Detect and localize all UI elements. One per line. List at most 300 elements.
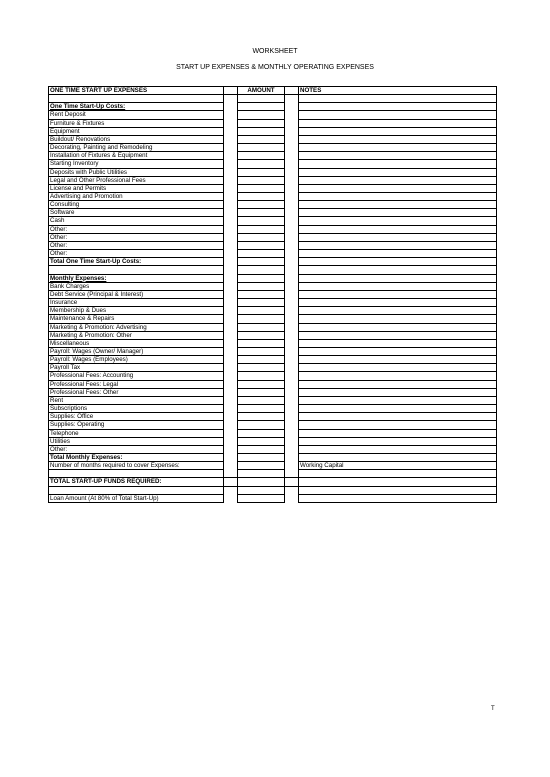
table-row — [49, 250, 497, 258]
notes-cell[interactable] — [299, 119, 497, 127]
row-label: Professional Fees: Legal — [49, 380, 224, 388]
table-row — [49, 494, 497, 502]
amount-cell[interactable] — [238, 315, 285, 323]
notes-cell[interactable] — [299, 258, 497, 266]
notes-cell[interactable] — [299, 233, 497, 241]
notes-cell[interactable] — [299, 331, 497, 339]
notes-cell[interactable] — [299, 274, 497, 282]
spacer-cell — [224, 388, 238, 396]
amount-cell[interactable] — [238, 429, 285, 437]
row-label: Installation of Fixtures & Equipment — [49, 152, 224, 160]
spacer-cell — [224, 193, 238, 201]
spacer-cell — [285, 486, 299, 494]
expenses-table — [48, 86, 497, 503]
row-label: Equipment — [49, 127, 224, 135]
spacer-cell — [285, 380, 299, 388]
amount-cell[interactable] — [238, 241, 285, 249]
amount-cell[interactable] — [238, 144, 285, 152]
row-label — [49, 486, 224, 494]
amount-cell[interactable] — [238, 225, 285, 233]
row-label: Cash — [49, 217, 224, 225]
notes-cell[interactable] — [299, 478, 497, 486]
row-label: Insurance — [49, 299, 224, 307]
row-label: One Time Start-Up Costs: — [49, 103, 224, 111]
spacer-cell — [285, 217, 299, 225]
worksheet-subtitle: START UP EXPENSES & MONTHLY OPERATING EXPENSES — [176, 64, 374, 71]
spacer-cell — [224, 454, 238, 462]
table-row — [49, 217, 497, 225]
spacer-cell — [224, 201, 238, 209]
spacer-cell — [224, 266, 238, 274]
spacer-cell — [224, 494, 238, 502]
page-mark: T — [491, 706, 495, 712]
row-label: Supplies: Operating — [49, 421, 224, 429]
spacer-cell — [224, 95, 238, 103]
table-row — [49, 339, 497, 347]
amount-cell[interactable] — [238, 176, 285, 184]
amount-cell[interactable] — [238, 274, 285, 282]
row-label: Membership & Dues — [49, 307, 224, 315]
table-row — [49, 290, 497, 298]
header-amount: AMOUNT — [238, 87, 285, 95]
spacer-cell — [224, 282, 238, 290]
spacer-cell — [285, 103, 299, 111]
spacer-cell — [224, 233, 238, 241]
row-label: Professional Fees: Other — [49, 388, 224, 396]
notes-cell[interactable] — [299, 217, 497, 225]
row-label: Other: — [49, 241, 224, 249]
spacer-cell — [285, 258, 299, 266]
notes-cell[interactable] — [299, 201, 497, 209]
table-row — [49, 331, 497, 339]
table-row — [49, 111, 497, 119]
notes-cell[interactable] — [299, 184, 497, 192]
spacer-cell — [285, 152, 299, 160]
amount-cell[interactable] — [238, 372, 285, 380]
header-notes: NOTES — [299, 87, 497, 95]
amount-cell[interactable] — [238, 282, 285, 290]
spacer-cell — [285, 95, 299, 103]
amount-cell[interactable] — [238, 193, 285, 201]
notes-cell[interactable] — [299, 347, 497, 355]
table-row — [49, 103, 497, 111]
amount-cell[interactable] — [238, 184, 285, 192]
notes-cell[interactable] — [299, 168, 497, 176]
amount-cell[interactable] — [238, 95, 285, 103]
spacer-cell — [224, 152, 238, 160]
spacer-cell — [224, 299, 238, 307]
notes-cell[interactable] — [299, 152, 497, 160]
amount-cell[interactable] — [238, 258, 285, 266]
spacer-cell — [285, 462, 299, 470]
amount-cell[interactable] — [238, 486, 285, 494]
row-label: Other: — [49, 250, 224, 258]
spacer-cell — [224, 250, 238, 258]
spacer-cell — [285, 445, 299, 453]
table-row — [49, 437, 497, 445]
spacer-cell — [224, 372, 238, 380]
amount-cell[interactable] — [238, 454, 285, 462]
notes-cell[interactable] — [299, 380, 497, 388]
notes-cell[interactable] — [299, 299, 497, 307]
spacer-cell — [224, 380, 238, 388]
notes-cell[interactable] — [299, 241, 497, 249]
spacer-cell — [224, 160, 238, 168]
spacer-cell — [224, 445, 238, 453]
table-row — [49, 478, 497, 486]
table-row — [49, 266, 497, 274]
table-row — [49, 144, 497, 152]
spacer-cell — [224, 413, 238, 421]
row-label: Telephone — [49, 429, 224, 437]
row-label: Other: — [49, 233, 224, 241]
notes-cell[interactable] — [299, 103, 497, 111]
spacer-cell — [224, 184, 238, 192]
amount-cell[interactable] — [238, 152, 285, 160]
amount-cell[interactable] — [238, 421, 285, 429]
notes-cell[interactable] — [299, 454, 497, 462]
notes-cell[interactable] — [299, 470, 497, 478]
row-label: Payroll Tax — [49, 364, 224, 372]
table-row — [49, 462, 497, 470]
table-row — [49, 152, 497, 160]
spacer-cell — [285, 454, 299, 462]
spacer-cell — [224, 315, 238, 323]
table-row — [49, 258, 497, 266]
spacer-cell — [285, 299, 299, 307]
spacer-cell — [285, 282, 299, 290]
spacer-cell — [285, 233, 299, 241]
spacer-cell — [285, 339, 299, 347]
table-row — [49, 193, 497, 201]
spacer-cell — [224, 119, 238, 127]
notes-cell[interactable] — [299, 290, 497, 298]
header-expenses: ONE TIME START UP EXPENSES — [49, 87, 224, 95]
notes-cell[interactable] — [299, 144, 497, 152]
row-label: Starting Inventory — [49, 160, 224, 168]
notes-cell[interactable] — [299, 339, 497, 347]
spacer-cell — [285, 470, 299, 478]
spacer-cell — [224, 478, 238, 486]
table-row — [49, 445, 497, 453]
spacer-cell — [285, 356, 299, 364]
spacer-cell — [224, 437, 238, 445]
notes-cell[interactable] — [299, 160, 497, 168]
spacer-cell — [224, 290, 238, 298]
notes-cell[interactable] — [299, 135, 497, 143]
amount-cell[interactable] — [238, 445, 285, 453]
spacer-cell — [285, 331, 299, 339]
table-row — [49, 225, 497, 233]
spacer-cell — [285, 241, 299, 249]
table-row — [49, 347, 497, 355]
row-label: Supplies: Office — [49, 413, 224, 421]
spacer-cell — [285, 168, 299, 176]
notes-cell[interactable] — [299, 282, 497, 290]
header-spacer — [285, 87, 299, 95]
row-label: Number of months required to cover Expenses: — [49, 462, 224, 470]
notes-cell[interactable] — [299, 209, 497, 217]
notes-cell[interactable] — [299, 494, 497, 502]
notes-cell[interactable] — [299, 396, 497, 404]
amount-cell[interactable] — [238, 160, 285, 168]
table-row — [49, 241, 497, 249]
amount-cell[interactable] — [238, 470, 285, 478]
notes-cell[interactable] — [299, 413, 497, 421]
row-label: Subscriptions — [49, 405, 224, 413]
notes-cell[interactable] — [299, 225, 497, 233]
spacer-cell — [285, 135, 299, 143]
amount-cell[interactable] — [238, 119, 285, 127]
notes-cell[interactable] — [299, 250, 497, 258]
table-row — [49, 470, 497, 478]
spacer-cell — [285, 266, 299, 274]
spacer-cell — [224, 209, 238, 217]
spacer-cell — [285, 478, 299, 486]
notes-cell[interactable] — [299, 127, 497, 135]
spacer-cell — [285, 111, 299, 119]
table-row — [49, 119, 497, 127]
row-label: Legal and Other Professional Fees — [49, 176, 224, 184]
spacer-cell — [224, 217, 238, 225]
table-row — [49, 168, 497, 176]
row-label: Rent — [49, 396, 224, 404]
table-row — [49, 233, 497, 241]
amount-cell[interactable] — [238, 290, 285, 298]
table-row — [49, 176, 497, 184]
row-label: Professional Fees: Accounting — [49, 372, 224, 380]
spacer-cell — [285, 413, 299, 421]
spacer-cell — [285, 193, 299, 201]
notes-cell[interactable] — [299, 372, 497, 380]
spacer-cell — [285, 225, 299, 233]
amount-cell[interactable] — [238, 364, 285, 372]
amount-cell[interactable] — [238, 396, 285, 404]
row-label: Payroll: Wages (Owner/ Manager) — [49, 347, 224, 355]
amount-cell[interactable] — [238, 103, 285, 111]
notes-cell[interactable] — [299, 193, 497, 201]
table-row — [49, 405, 497, 413]
notes-cell[interactable] — [299, 437, 497, 445]
row-label: TOTAL START-UP FUNDS REQUIRED: — [49, 478, 224, 486]
row-label: Total Monthly Expenses: — [49, 454, 224, 462]
table-row — [49, 274, 497, 282]
notes-cell[interactable] — [299, 405, 497, 413]
row-label: Rent Deposit — [49, 111, 224, 119]
table-row — [49, 429, 497, 437]
row-label: Consulting — [49, 201, 224, 209]
row-label: Maintenance & Repairs — [49, 315, 224, 323]
spacer-cell — [285, 388, 299, 396]
spacer-cell — [285, 201, 299, 209]
amount-cell[interactable] — [238, 437, 285, 445]
spacer-cell — [285, 364, 299, 372]
table-header-row — [49, 87, 497, 95]
amount-cell[interactable] — [238, 331, 285, 339]
spacer-cell — [224, 168, 238, 176]
table-row — [49, 95, 497, 103]
spacer-cell — [224, 135, 238, 143]
table-row — [49, 201, 497, 209]
table-row — [49, 307, 497, 315]
table-row — [49, 413, 497, 421]
row-label: Debt Service (Principal & Interest) — [49, 290, 224, 298]
spacer-cell — [285, 176, 299, 184]
amount-cell[interactable] — [238, 339, 285, 347]
notes-cell[interactable] — [299, 429, 497, 437]
spacer-cell — [285, 250, 299, 258]
spacer-cell — [224, 127, 238, 135]
spacer-cell — [285, 437, 299, 445]
amount-cell[interactable] — [238, 405, 285, 413]
table-row — [49, 421, 497, 429]
row-label: Bank Charges — [49, 282, 224, 290]
spacer-cell — [285, 127, 299, 135]
amount-cell[interactable] — [238, 266, 285, 274]
spacer-cell — [285, 429, 299, 437]
amount-cell[interactable] — [238, 250, 285, 258]
table-row — [49, 127, 497, 135]
spacer-cell — [285, 372, 299, 380]
row-label: Monthly Expenses: — [49, 274, 224, 282]
spacer-cell — [224, 470, 238, 478]
row-label: Total One Time Start-Up Costs: — [49, 258, 224, 266]
notes-cell[interactable] — [299, 445, 497, 453]
amount-cell[interactable] — [238, 209, 285, 217]
row-label: Decorating, Painting and Remodeling — [49, 144, 224, 152]
row-label: Marketing & Promotion: Advertising — [49, 323, 224, 331]
row-label: Software — [49, 209, 224, 217]
spacer-cell — [224, 347, 238, 355]
spacer-cell — [224, 274, 238, 282]
spacer-cell — [224, 421, 238, 429]
spacer-cell — [285, 209, 299, 217]
spacer-cell — [285, 144, 299, 152]
notes-cell[interactable] — [299, 421, 497, 429]
amount-cell[interactable] — [238, 201, 285, 209]
row-label: Miscellaneous — [49, 339, 224, 347]
spacer-cell — [224, 356, 238, 364]
spacer-cell — [224, 462, 238, 470]
notes-cell[interactable] — [299, 266, 497, 274]
notes-cell[interactable] — [299, 307, 497, 315]
amount-cell[interactable] — [238, 233, 285, 241]
notes-cell[interactable] — [299, 315, 497, 323]
spacer-cell — [224, 111, 238, 119]
notes-cell[interactable] — [299, 95, 497, 103]
amount-cell[interactable] — [238, 135, 285, 143]
spacer-cell — [224, 323, 238, 331]
row-label: Other: — [49, 445, 224, 453]
spacer-cell — [285, 290, 299, 298]
spacer-cell — [224, 225, 238, 233]
row-label: Payroll: Wages (Employees) — [49, 356, 224, 364]
row-label: Loan Amount (At 80% of Total Start-Up) — [49, 494, 224, 502]
row-label — [49, 470, 224, 478]
table-row — [49, 299, 497, 307]
notes-cell[interactable] — [299, 388, 497, 396]
row-label: Furniture & Fixtures — [49, 119, 224, 127]
table-row — [49, 282, 497, 290]
spacer-cell — [224, 307, 238, 315]
notes-cell[interactable] — [299, 176, 497, 184]
row-label: Other: — [49, 225, 224, 233]
row-label: Buildout/ Renovations — [49, 135, 224, 143]
amount-cell[interactable] — [238, 356, 285, 364]
spacer-cell — [285, 323, 299, 331]
row-label — [49, 95, 224, 103]
spacer-cell — [224, 429, 238, 437]
table-row — [49, 372, 497, 380]
table-row — [49, 315, 497, 323]
amount-cell[interactable] — [238, 347, 285, 355]
spacer-cell — [285, 421, 299, 429]
worksheet-title: WORKSHEET — [252, 48, 298, 55]
notes-cell[interactable] — [299, 486, 497, 494]
row-label: Utilities — [49, 437, 224, 445]
spacer-cell — [285, 347, 299, 355]
amount-cell[interactable] — [238, 217, 285, 225]
spacer-cell — [224, 486, 238, 494]
spacer-cell — [285, 184, 299, 192]
spacer-cell — [224, 339, 238, 347]
spacer-cell — [285, 405, 299, 413]
header-spacer — [224, 87, 238, 95]
spacer-cell — [224, 176, 238, 184]
spacer-cell — [224, 364, 238, 372]
table-row — [49, 323, 497, 331]
spacer-cell — [285, 494, 299, 502]
spacer-cell — [224, 144, 238, 152]
notes-cell[interactable] — [299, 364, 497, 372]
amount-cell[interactable] — [238, 168, 285, 176]
spacer-cell — [224, 258, 238, 266]
amount-cell[interactable] — [238, 388, 285, 396]
table-row — [49, 388, 497, 396]
spacer-cell — [285, 315, 299, 323]
notes-cell[interactable] — [299, 356, 497, 364]
row-label: Advertising and Promotion — [49, 193, 224, 201]
amount-cell[interactable] — [238, 380, 285, 388]
table-row — [49, 160, 497, 168]
table-row — [49, 454, 497, 462]
amount-cell[interactable] — [238, 323, 285, 331]
table-row — [49, 396, 497, 404]
amount-cell[interactable] — [238, 307, 285, 315]
spacer-cell — [224, 396, 238, 404]
table-row — [49, 380, 497, 388]
notes-cell[interactable] — [299, 111, 497, 119]
table-row — [49, 184, 497, 192]
amount-cell[interactable] — [238, 494, 285, 502]
table-row — [49, 486, 497, 494]
amount-cell[interactable] — [238, 462, 285, 470]
spacer-cell — [224, 331, 238, 339]
row-label — [49, 266, 224, 274]
notes-cell[interactable] — [299, 323, 497, 331]
table-row — [49, 364, 497, 372]
row-label: Deposits with Public Utilities — [49, 168, 224, 176]
amount-cell[interactable] — [238, 413, 285, 421]
amount-cell[interactable] — [238, 111, 285, 119]
notes-cell[interactable]: Working Capital — [299, 462, 497, 470]
spacer-cell — [285, 307, 299, 315]
spacer-cell — [285, 160, 299, 168]
table-row — [49, 209, 497, 217]
amount-cell[interactable] — [238, 299, 285, 307]
amount-cell[interactable] — [238, 478, 285, 486]
amount-cell[interactable] — [238, 127, 285, 135]
